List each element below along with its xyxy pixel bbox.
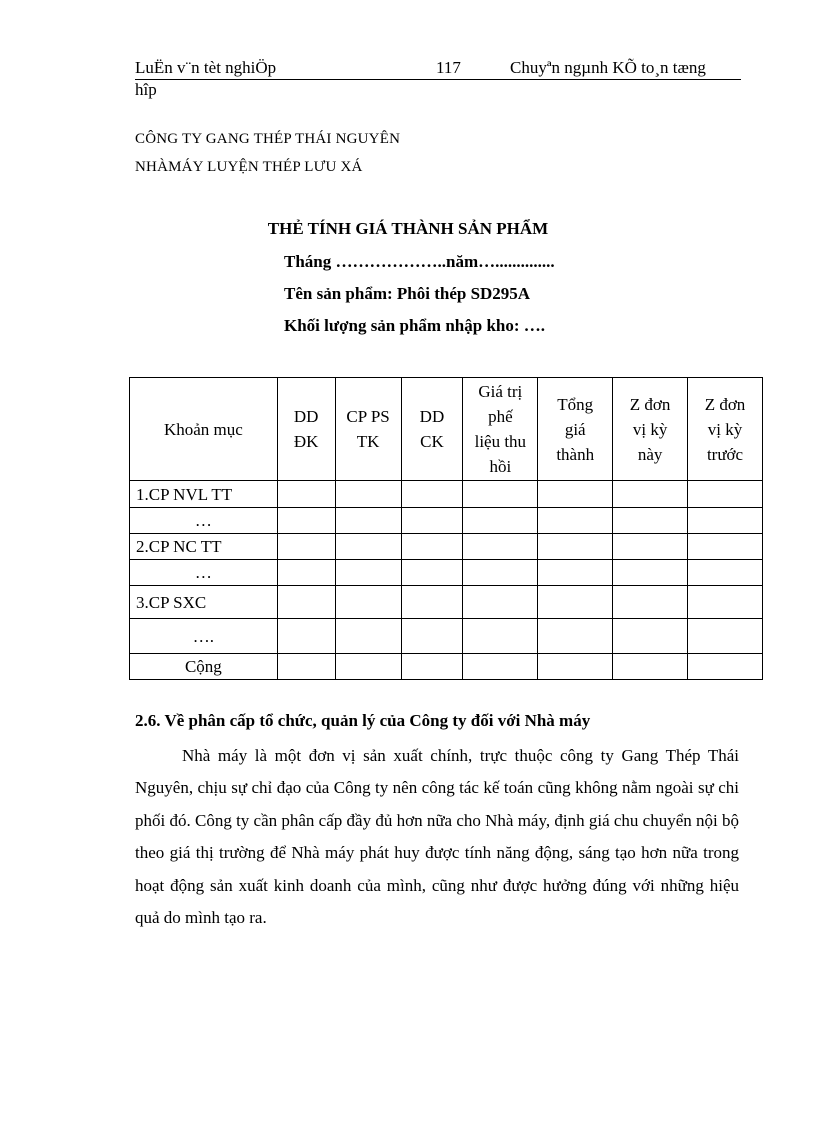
table-row — [130, 508, 763, 534]
row-label: 3.CP SXC — [130, 586, 278, 619]
header-left: LuËn v¨n tèt nghiÖp — [135, 58, 277, 77]
header-label: DD CK — [419, 407, 445, 451]
header-cell — [463, 378, 538, 481]
cost-table — [129, 377, 763, 680]
factory-name: NHÀMÁY LUYỆN THÉP LƯU XÁ — [135, 159, 363, 175]
row-label: 1.CP NVL TT — [130, 481, 278, 508]
row-label: …. — [130, 619, 278, 654]
table-header-row — [130, 378, 763, 481]
header-cell — [277, 378, 335, 481]
header-label: CP PS TK — [346, 407, 390, 451]
month-line: Tháng ………………..năm….............. — [284, 252, 555, 271]
document-title: THẺ TÍNH GIÁ THÀNH SẢN PHẨM — [267, 219, 549, 238]
header-label: Z đơn vị kỳ này — [629, 394, 671, 464]
row-label: Cộng — [130, 654, 278, 680]
header-label: Z đơn vị kỳ trước — [704, 394, 746, 464]
header-label: Tổng giá thành — [556, 394, 595, 464]
quantity-line: Khối lượng sản phẩm nhập kho: …. — [284, 316, 546, 335]
row-label: … — [130, 560, 278, 586]
header-label: Giá trị phế liệu thu hồi — [474, 382, 527, 476]
table-row — [130, 560, 763, 586]
header-page-number: 117 — [436, 58, 461, 77]
row-label: … — [130, 508, 278, 534]
header-wrap: hîp — [135, 80, 157, 99]
table-row — [130, 481, 763, 508]
company-name: CÔNG TY GANG THÉP THÁI NGUYÊN — [135, 131, 401, 147]
body-paragraph: Nhà máy là một đơn vị sản xuất chính, trực thuộc công ty Gang Thép Thái Nguyên, chịu sự chỉ đạo của Công ty nên công tác kế toán cũng không nằm ngoài sự chi phối đó. Công ty cần phân cấp đầy đủ hơn nữa cho Nhà máy, định giá chu chuyển nội bộ theo giá thị trường để Nhà máy phát huy được tính năng động, sáng tạo hơn nữa trong hoạt động sản xuất kinh doanh của mình, cũng như được hưởng đúng với những hiệu quả do mình tạo ra. — [135, 746, 739, 928]
table-row — [130, 654, 763, 680]
header-cell — [688, 378, 763, 481]
row-label: 2.CP NC TT — [130, 534, 278, 560]
header-cell — [613, 378, 688, 481]
section-heading: 2.6. Về phân cấp tổ chức, quản lý của Công ty đối với Nhà máy — [135, 711, 591, 730]
header-rule — [135, 79, 741, 80]
table-row — [130, 586, 763, 619]
header-cell — [130, 378, 278, 481]
product-line: Tên sản phẩm: Phôi thép SD295A — [284, 284, 531, 303]
table-row — [130, 534, 763, 560]
header-cell — [401, 378, 463, 481]
header-label: DD ĐK — [293, 407, 319, 451]
running-header — [135, 58, 741, 80]
table-row — [130, 619, 763, 654]
header-label: Khoản mục — [163, 419, 243, 439]
header-cell — [335, 378, 401, 481]
header-right: Chuyªn ngµnh KÕ to¸n tæng — [510, 58, 706, 77]
header-cell — [538, 378, 613, 481]
